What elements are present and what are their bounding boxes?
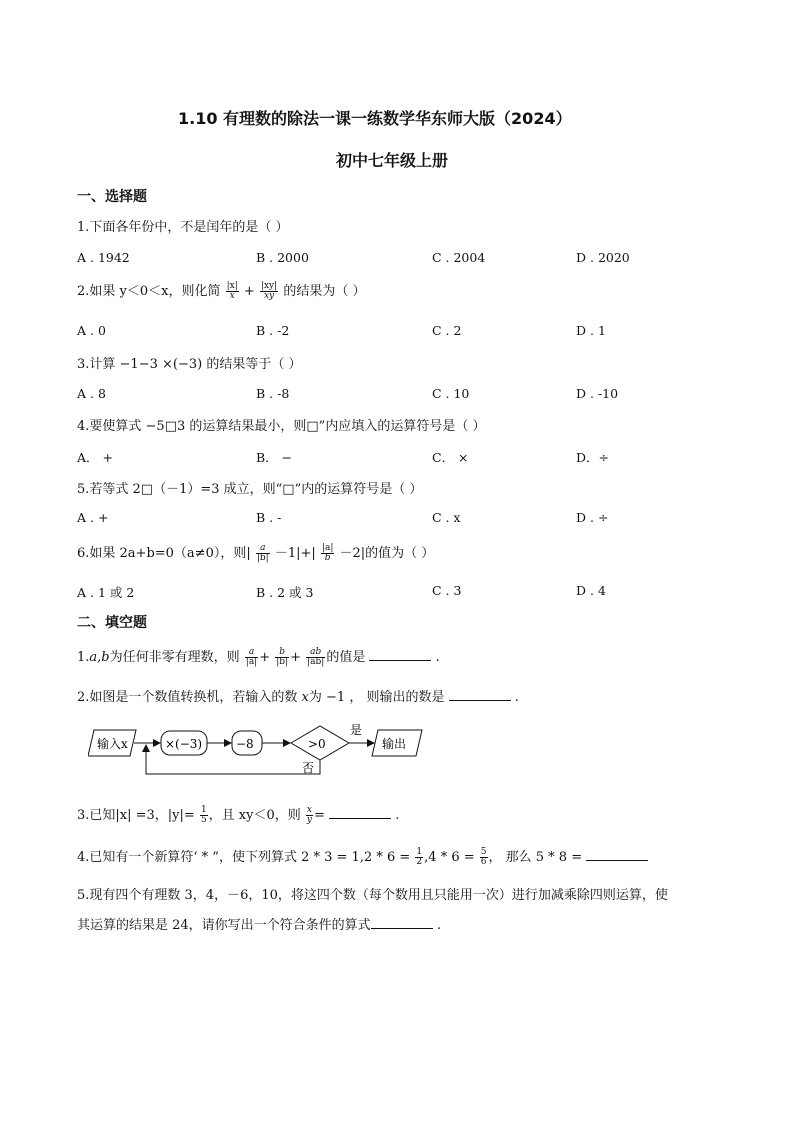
f4-a-num: 1 [416, 847, 423, 857]
f1-end: . [435, 650, 440, 665]
q6-frac2-num: |a| [321, 543, 334, 553]
q4-option-d: D．÷ [576, 450, 609, 465]
f4-middle: ,4 * 6 = [424, 850, 475, 865]
q1-option-c: C . 2004 [432, 250, 486, 265]
f1-fb-num: b [275, 648, 289, 658]
fill-question-5-line2 [77, 914, 441, 933]
f3-prefix: 3.已知|x| =3，|y|= [77, 808, 195, 823]
q5-option-c: C . x [432, 510, 461, 525]
q3-option-a: A . 8 [77, 386, 106, 401]
f4-fraction-b [480, 848, 488, 867]
f3-frac-num: 1 [200, 805, 207, 815]
f1-fa-den: |a| [245, 657, 258, 667]
q2-option-a: A . 0 [77, 323, 106, 338]
fill-question-1: 1.a,b为任何非零有理数，则 $\frac{a}{|a|}$ + $\frac{b}{|b|}$ + $\frac{ab}{|ab|}$ 的值是 . [77, 647, 440, 667]
f3-fraction [200, 806, 208, 825]
q2-option-b: B . -2 [256, 323, 290, 338]
q2-frac1-num: |x| [226, 281, 238, 291]
section-fill-heading: 二、填空题 [77, 615, 147, 631]
q6-option-d: D . 4 [576, 583, 606, 598]
q6-fraction-1 [256, 544, 270, 563]
q6-prefix: 6.如果 2a+b=0（a≠0），则| [77, 546, 251, 561]
f1-fb-den: |b| [276, 657, 289, 667]
question-6 [77, 542, 434, 563]
question-5: 5.若等式 2□（－1）=3 成立，则“□”内的运算符号是（ ） [77, 482, 423, 497]
f5-answer-blank[interactable] [371, 916, 433, 929]
f4-answer-blank[interactable] [586, 848, 648, 861]
f3-end: . [395, 808, 400, 823]
output-label: 输出 [382, 737, 407, 751]
f3-suffix: = [314, 808, 325, 823]
f4-b-num: 5 [480, 847, 487, 857]
multiply-label: ×(−3) [165, 737, 203, 751]
q2-suffix: 的结果为（ ） [283, 284, 366, 299]
number-machine-flowchart [88, 718, 428, 778]
q6-middle: －1|+| [274, 546, 316, 561]
q3-option-d: D . -10 [576, 386, 619, 401]
q6-frac1-num: a [256, 544, 270, 554]
f5-end: . [436, 918, 441, 933]
q5-option-d: D . ÷ [576, 510, 609, 525]
f2-var: x [301, 690, 309, 705]
f3-xy-fraction [306, 806, 313, 825]
q2-fraction-1 [226, 282, 239, 301]
section-choice-heading: 一、选择题 [77, 189, 147, 205]
q6-suffix: －2|的值为（ ） [339, 546, 435, 561]
question-3: 3.计算 −1−3 ×(−3) 的结果等于（ ） [77, 357, 302, 372]
f3-frac-den: 5 [200, 815, 207, 825]
fill-question-4 [77, 846, 648, 867]
subtract-label: −8 [236, 737, 254, 751]
question-4: 4.要使算式 −5□3 的运算结果最小，则□”内应填入的运算符号是（ ） [77, 419, 486, 434]
f1-fc-den: |ab| [307, 657, 325, 667]
f1-fraction-b [275, 648, 289, 667]
f1-suffix: 的值是 [326, 650, 366, 665]
q2-prefix: 2.如果 y＜0＜x，则化简 [77, 284, 221, 299]
f1-fc-num: ab [306, 648, 325, 658]
q2-frac2-num: |xy| [260, 281, 278, 291]
document-subtitle: 初中七年级上册 [336, 151, 449, 170]
f4-a-den: 2 [416, 857, 423, 867]
f3-answer-blank[interactable] [329, 806, 391, 819]
f4-b-den: 6 [480, 857, 487, 867]
f1-vars: a,b [89, 650, 110, 665]
f2-end: . [514, 690, 519, 705]
q3-option-b: B . -8 [256, 386, 290, 401]
yes-label: 是 [350, 723, 363, 737]
f2-prefix: 2.如图是一个数值转换机，若输入的数 [77, 690, 298, 705]
q6-option-b: B . 2 或 3 [256, 585, 314, 600]
f1-middle: 为任何非零有理数，则 [109, 650, 240, 665]
f3-xy-num: x [306, 805, 312, 815]
q4-option-b: B． − [256, 450, 293, 465]
q4-option-a: A． + [77, 450, 113, 465]
f4-suffix: ， 那么 5 * 8 = [488, 850, 583, 865]
fill-question-2 [77, 686, 519, 705]
f2-answer-blank[interactable] [449, 688, 511, 701]
q5-option-a: A . + [77, 510, 109, 525]
q1-option-d: D . 2020 [576, 250, 630, 265]
f1-fraction-c [306, 648, 325, 667]
q6-frac2-den: b [324, 553, 331, 563]
q2-fraction-2 [260, 282, 278, 301]
no-label: 否 [302, 761, 315, 775]
question-2 [77, 280, 365, 301]
q2-frac2-den: xy [263, 291, 275, 301]
f3-xy-den: y [306, 815, 312, 825]
q1-option-a: A . 1942 [77, 250, 130, 265]
f1-prefix: 1. [77, 650, 90, 665]
q1-option-b: B . 2000 [256, 250, 309, 265]
f3-middle: ，且 xy＜0，则 [208, 808, 301, 823]
q2-option-c: C . 2 [432, 323, 462, 338]
f4-prefix: 4.已知有一个新算符‘ * ”，使下列算式 2 * 3 = 1,2 * 6 = [77, 850, 411, 865]
fill-question-3 [77, 804, 399, 825]
q2-frac1-den: x [229, 291, 235, 301]
document-title: 1.10 有理数的除法一课一练数学华东师大版（2024） [178, 109, 572, 128]
q6-frac1-den: |b| [256, 553, 269, 563]
f4-fraction-a [415, 848, 423, 867]
f1-answer-blank[interactable] [369, 648, 431, 661]
f1-fa-num: a [245, 648, 258, 658]
q2-plus: + [243, 284, 255, 299]
input-label: 输入x [97, 737, 128, 751]
question-1: 1.下面各年份中，不是闰年的是（ ） [77, 220, 289, 235]
q5-option-b: B . - [256, 510, 282, 525]
f5-line2-text: 其运算的结果是 24，请你写出一个符合条件的算式 [77, 918, 371, 933]
q6-fraction-2 [321, 544, 334, 563]
condition-label: >0 [308, 737, 326, 751]
q2-option-d: D . 1 [576, 323, 606, 338]
q6-option-a: A . 1 或 2 [77, 585, 135, 600]
q3-option-c: C . 10 [432, 386, 470, 401]
q4-option-c: C． × [432, 450, 469, 465]
f2-middle: 为 −1 ， 则输出的数是 [308, 690, 445, 705]
q6-option-c: C . 3 [432, 583, 462, 598]
fill-question-5-line1: 5.现有四个有理数 3，4，－6，10，将这四个数（每个数用且只能用一次）进行加减乘除四则运算，使 [77, 888, 668, 903]
f1-fraction-a [245, 648, 258, 667]
